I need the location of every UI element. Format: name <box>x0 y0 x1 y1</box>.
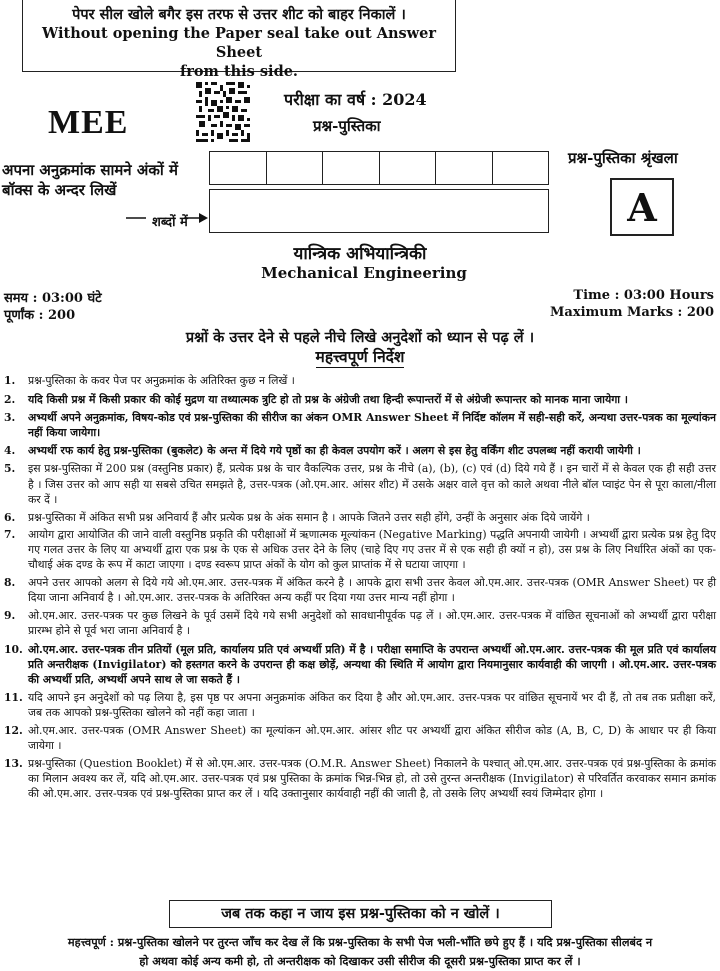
final-note-line2: हो अथवा कोई अन्य कमी हो, तो अन्तरीक्षक को दिखाकर उसी सीरीज की दूसरी प्रश्न-पुस्तिका प्राप्त कर लें । <box>139 954 581 968</box>
marks-hindi: पूर्णांक : 200 <box>4 308 76 323</box>
exam-code: MEE <box>48 104 129 141</box>
important-heading-text: महत्त्वपूर्ण निर्देश <box>315 347 405 366</box>
seal-notice-box <box>22 0 456 80</box>
important-heading <box>0 345 720 367</box>
seal-notice-hindi: पेपर सील खोले बगैर इस तरफ से उत्तर शीट को बाहर निकालें । <box>72 6 406 23</box>
instruction-item: 13. प्रश्न-पुस्तिका (Question Booklet) में से ओ.एम.आर. उत्तर-पत्रक (O.M.R. Answer Sheet) निकालने के पश्चात् ओ.एम.आर. उत्तर-पत्रक एवं प्रश्न-पुस्तिका के क्रमांक का मिलान अवश्य कर लें, यदि ओ.एम.आर. उत्तर-पत्रक एवं प्रश्न पुस्तिका के क्रमांक भिन्न-भिन्न हो, तो उसे तुरन्त अन्तरीक्षक (Invigilator) से परिवर्तित करवाकर समान क्रमांक की ओ.एम.आर. उत्तर-पत्रक एवं प्रश्न-पुस्तिका प्राप्त कर लें । यदि उक्तानुसार कार्यवाही नहीं की जाती है, तो उसके लिए अभ्यर्थी स्वयं जिम्मेदार होगा । <box>4 757 716 801</box>
instruction-item: 6. प्रश्न-पुस्तिका में अंकित सभी प्रश्न अनिवार्य हैं और प्रत्येक प्रश्न के अंक समान है । आपके जितने उत्तर सही होंगे, उन्हीं के अनुसार अंक दिये जायेंगे । <box>4 510 590 524</box>
subject-english: Mechanical Engineering <box>261 264 467 282</box>
instruction-item: 9. ओ.एम.आर. उत्तर-पत्रक पर कुछ लिखने के पूर्व उसमें दिये गये सभी अनुदेशों को सावधानीपूर्वक पढ़ लें । ओ.एम.आर. उत्तर-पत्रक में वांछित सूचनाओं को अभ्यर्थी द्वारा परीक्षा प्रारम्भ होने से पूर्व भरा जाना अनिवार्य है । <box>4 609 716 638</box>
exam-year: परीक्षा का वर्ष : 2024 <box>284 90 427 109</box>
final-note-line1: महत्त्वपूर्ण : प्रश्न-पुस्तिका खोलने पर तुरन्त जाँच कर देख लें कि प्रश्न-पुस्तिका के सभी पेज भली-भाँति छपे हुए हैं । यदि प्रश्न-पुस्तिका सीलबंद न <box>67 935 653 949</box>
roll-digit-box[interactable] <box>323 152 380 184</box>
instruction-item: 5. इस प्रश्न-पुस्तिका में 200 प्रश्न (वस्तुनिष्ठ प्रकार) हैं, प्रत्येक प्रश्न के चार वैकल्पिक उत्तर, प्रश्न के नीचे (a), (b), (c) एवं (d) दिये गये हैं । इन चारों में से केवल एक ही सही उत्तर है । जिस उत्तर को आप सही या सबसे उचित समझते है, उत्तर-पत्रक (ओ.एम.आर. आंसर शीट) में उसके अक्षर वाले वृत्त को काले अथवा नीले बॉल प्वाइंट पेन से पूरा काला/नीला कर दें । <box>4 462 716 506</box>
roll-digit-box[interactable] <box>493 152 549 184</box>
seal-notice-english-2: from this side. <box>180 63 298 80</box>
instruction-item: 10. ओ.एम.आर. उत्तर-पत्रक तीन प्रतियों (मूल प्रति, कार्यालय प्रति एवं अभ्यर्थी प्रति) में है । परीक्षा समाप्ति के उपरान्त अभ्यर्थी ओ.एम.आर. उत्तर-पत्रक की मूल प्रति एवं कार्यालय प्रति अन्तरीक्षक (Invigilator) को हस्तगत करने के उपरान्त ही कक्ष छोड़ें, अन्यथा की स्थिति में आयोग द्वारा नियमानुसार कार्यवाही की जाएगी । ओ.एम.आर. उत्तर-पत्रक की अभ्यर्थी प्रति, अभ्यर्थी अपने साथ ले जा सकते हैं । <box>4 642 716 686</box>
time-hindi: समय : 03:00 घंटे <box>4 291 102 306</box>
roll-number-boxes[interactable] <box>209 151 549 185</box>
read-instructions: प्रश्नों के उत्तर देने से पहले नीचे लिखे अनुदेशों को ध्यान से पढ़ लें । <box>185 329 535 346</box>
booklet-label: प्रश्न-पुस्तिका <box>313 117 381 135</box>
roll-number-label-line2: बॉक्स के अन्दर लिखें <box>2 181 117 199</box>
arrow-head-icon <box>184 211 208 225</box>
seal-notice-english-1: Without opening the Paper seal take out Answer Sheet <box>41 25 437 61</box>
instruction-item: 4. अभ्यर्थी रफ कार्य हेतु प्रश्न-पुस्तिका (बुकलेट) के अन्त में दिये गये पृष्ठों का ही केवल उपयोग करें । अलग से इस हेतु वर्किंग शीट उपलब्ध नहीं करायी जायेगी । <box>4 444 641 458</box>
roll-number-label-line1: अपना अनुक्रमांक सामने अंकों में <box>2 161 178 179</box>
series-value: A <box>610 178 674 236</box>
roll-in-words-label: शब्दों में <box>152 215 188 230</box>
subject-hindi: यान्त्रिक अभियान्त्रिकी <box>293 244 427 264</box>
roll-in-words-box[interactable] <box>209 189 549 233</box>
instruction-list <box>4 373 716 801</box>
marks-english: Maximum Marks : 200 <box>550 305 714 320</box>
qr-code-icon <box>196 82 250 142</box>
final-important-note <box>4 933 716 971</box>
instruction-item: 2. यदि किसी प्रश्न में किसी प्रकार की कोई मुद्रण या तथ्यात्मक त्रुटि हो तो प्रश्न के अंग्रेजी तथा हिन्दी रूपान्तरों में से अंग्रेजी रूपान्तर को मानक माना जायेगा । <box>4 393 628 407</box>
do-not-open-notice: जब तक कहा न जाय इस प्रश्न-पुस्तिका को न खोलें । <box>169 900 552 928</box>
roll-digit-box[interactable] <box>267 152 324 184</box>
series-label: प्रश्न-पुस्तिका श्रृंखला <box>568 149 678 167</box>
instruction-item: 7. आयोग द्वारा आयोजित की जाने वाली वस्तुनिष्ठ प्रकृति की परीक्षाओं में ऋणात्मक मूल्यांकन (Negative Marking) पद्धति अपनायी जायेगी । अभ्यर्थी द्वारा प्रत्येक प्रश्न हेतु दिए गए गलत उत्तर के लिए या अभ्यर्थी द्वारा एक प्रश्न के एक से अधिक उत्तर देने के लिए (चाहे दिए गए उत्तर में से एक सही ही क्यों न हो), उस प्रश्न के लिए निर्धारित अंकों का एक-चौथाई अंक दण्ड के रूप में काटा जाएगा । दण्ड स्वरूप प्राप्त अंकों के योग को कुल प्राप्तांक में से घटाया जाएगा । <box>4 527 716 572</box>
instruction-item: 3. अभ्यर्थी अपने अनुक्रमांक, विषय-कोड एवं प्रश्न-पुस्तिका की सीरीज का अंकन OMR Answer Sheet में निर्दिष्ट कॉलम में सही-सही करें, अन्यथा उत्तर-पत्रक का मूल्यांकन नहीं किया जायेगा। <box>4 411 716 440</box>
roll-number-label <box>2 160 178 200</box>
instruction-item: 12. ओ.एम.आर. उत्तर-पत्रक (OMR Answer Sheet) का मूल्यांकन ओ.एम.आर. आंसर शीट पर अभ्यर्थी द्वारा अंकित सीरीज कोड (A, B, C, D) के आधार पर ही किया जायेगा । <box>4 723 716 753</box>
roll-digit-box[interactable] <box>210 152 267 184</box>
time-english: Time : 03:00 Hours <box>573 288 714 303</box>
roll-digit-box[interactable] <box>436 152 493 184</box>
roll-digit-box[interactable] <box>380 152 437 184</box>
instruction-item: 8. अपने उत्तर आपको अलग से दिये गये ओ.एम.आर. उत्तर-पत्रक में अंकित करने है । आपके द्वारा सभी उत्तर केवल ओ.एम.आर. उत्तर-पत्रक (OMR Answer Sheet) पर ही दिया जाना अनिवार्य है । ओ.एम.आर. उत्तर-पत्रक के अतिरिक्त अन्य कहीं पर दिया गया उत्तर मान्य नहीं होगा । <box>4 576 716 605</box>
instruction-item: 11. यदि आपने इन अनुदेशों को पढ़ लिया है, इस पृष्ठ पर अपना अनुक्रमांक अंकित कर दिया है और ओ.एम.आर. उत्तर-पत्रक पर वांछित सूचनायें भर दी हैं, तो तब तक प्रतीक्षा करें, जब तक आपको प्रश्न-पुस्तिका खोलने को नहीं कहा जाता । <box>4 690 716 719</box>
instruction-item: 1. प्रश्न-पुस्तिका के कवर पेज पर अनुक्रमांक के अतिरिक्त कुछ न लिखें । <box>4 374 295 387</box>
